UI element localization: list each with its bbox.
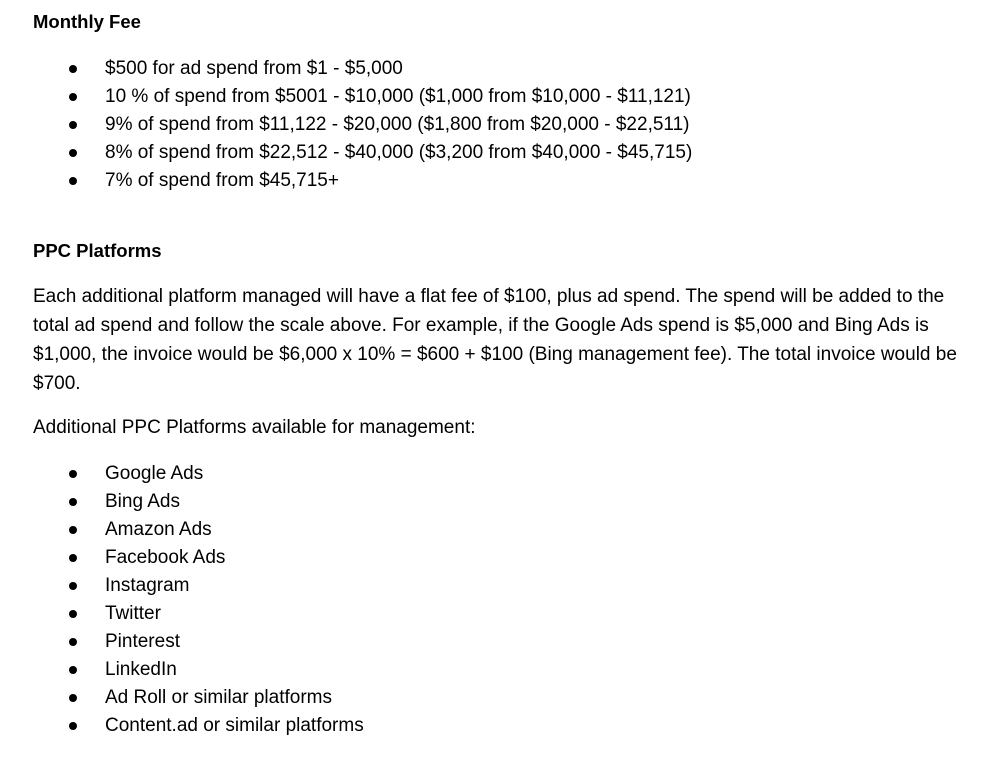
bullet-icon — [69, 554, 77, 562]
bullet-icon — [69, 121, 77, 129]
list-item-text: $500 for ad spend from $1 - $5,000 — [105, 58, 403, 79]
list-item-text: Amazon Ads — [105, 519, 212, 540]
bullet-icon — [69, 694, 77, 702]
monthly-fee-heading: Monthly Fee — [33, 11, 141, 32]
bullet-icon — [69, 722, 77, 730]
list-item-text: Instagram — [105, 575, 190, 596]
bullet-icon — [69, 526, 77, 534]
list-item-text: Ad Roll or similar platforms — [105, 687, 332, 708]
bullet-icon — [69, 582, 77, 590]
bullet-icon — [69, 638, 77, 646]
bullet-icon — [69, 610, 77, 618]
bullet-icon — [69, 498, 77, 506]
list-item-text: Bing Ads — [105, 491, 180, 512]
list-item-text: LinkedIn — [105, 659, 177, 680]
list-item-text: Google Ads — [105, 463, 204, 484]
list-item-text: 8% of spend from $22,512 - $40,000 ($3,200 from $40,000 - $45,715) — [105, 142, 693, 163]
bullet-icon — [69, 177, 77, 185]
ppc-fee-paragraph: Each additional platform managed will have a flat fee of $100, plus ad spend. The spend will be added to the total ad spend and follow the scale above. For example, if the Google Ads spend is $5,000 and Bing Ads is $1,000, the invoice would be $6,000 x 10% = $600 + $100 (Bing management fee). The total invoice would be $700. — [33, 286, 957, 394]
bullet-icon — [69, 666, 77, 674]
additional-platforms-intro: Additional PPC Platforms available for management: — [33, 417, 476, 438]
list-item-text: 9% of spend from $11,122 - $20,000 ($1,800 from $20,000 - $22,511) — [105, 114, 690, 135]
ppc-platforms-heading: PPC Platforms — [33, 240, 162, 261]
bullet-icon — [69, 65, 77, 73]
list-item-text: Facebook Ads — [105, 547, 226, 568]
list-item-text: Pinterest — [105, 631, 180, 652]
bullet-icon — [69, 149, 77, 157]
list-item-text: Content.ad or similar platforms — [105, 715, 364, 736]
list-item-text: 7% of spend from $45,715+ — [105, 170, 339, 191]
bullet-icon — [69, 470, 77, 478]
bullet-icon — [69, 93, 77, 101]
list-item-text: Twitter — [105, 603, 161, 624]
list-item-text: 10 % of spend from $5001 - $10,000 ($1,000 from $10,000 - $11,121) — [105, 86, 691, 107]
